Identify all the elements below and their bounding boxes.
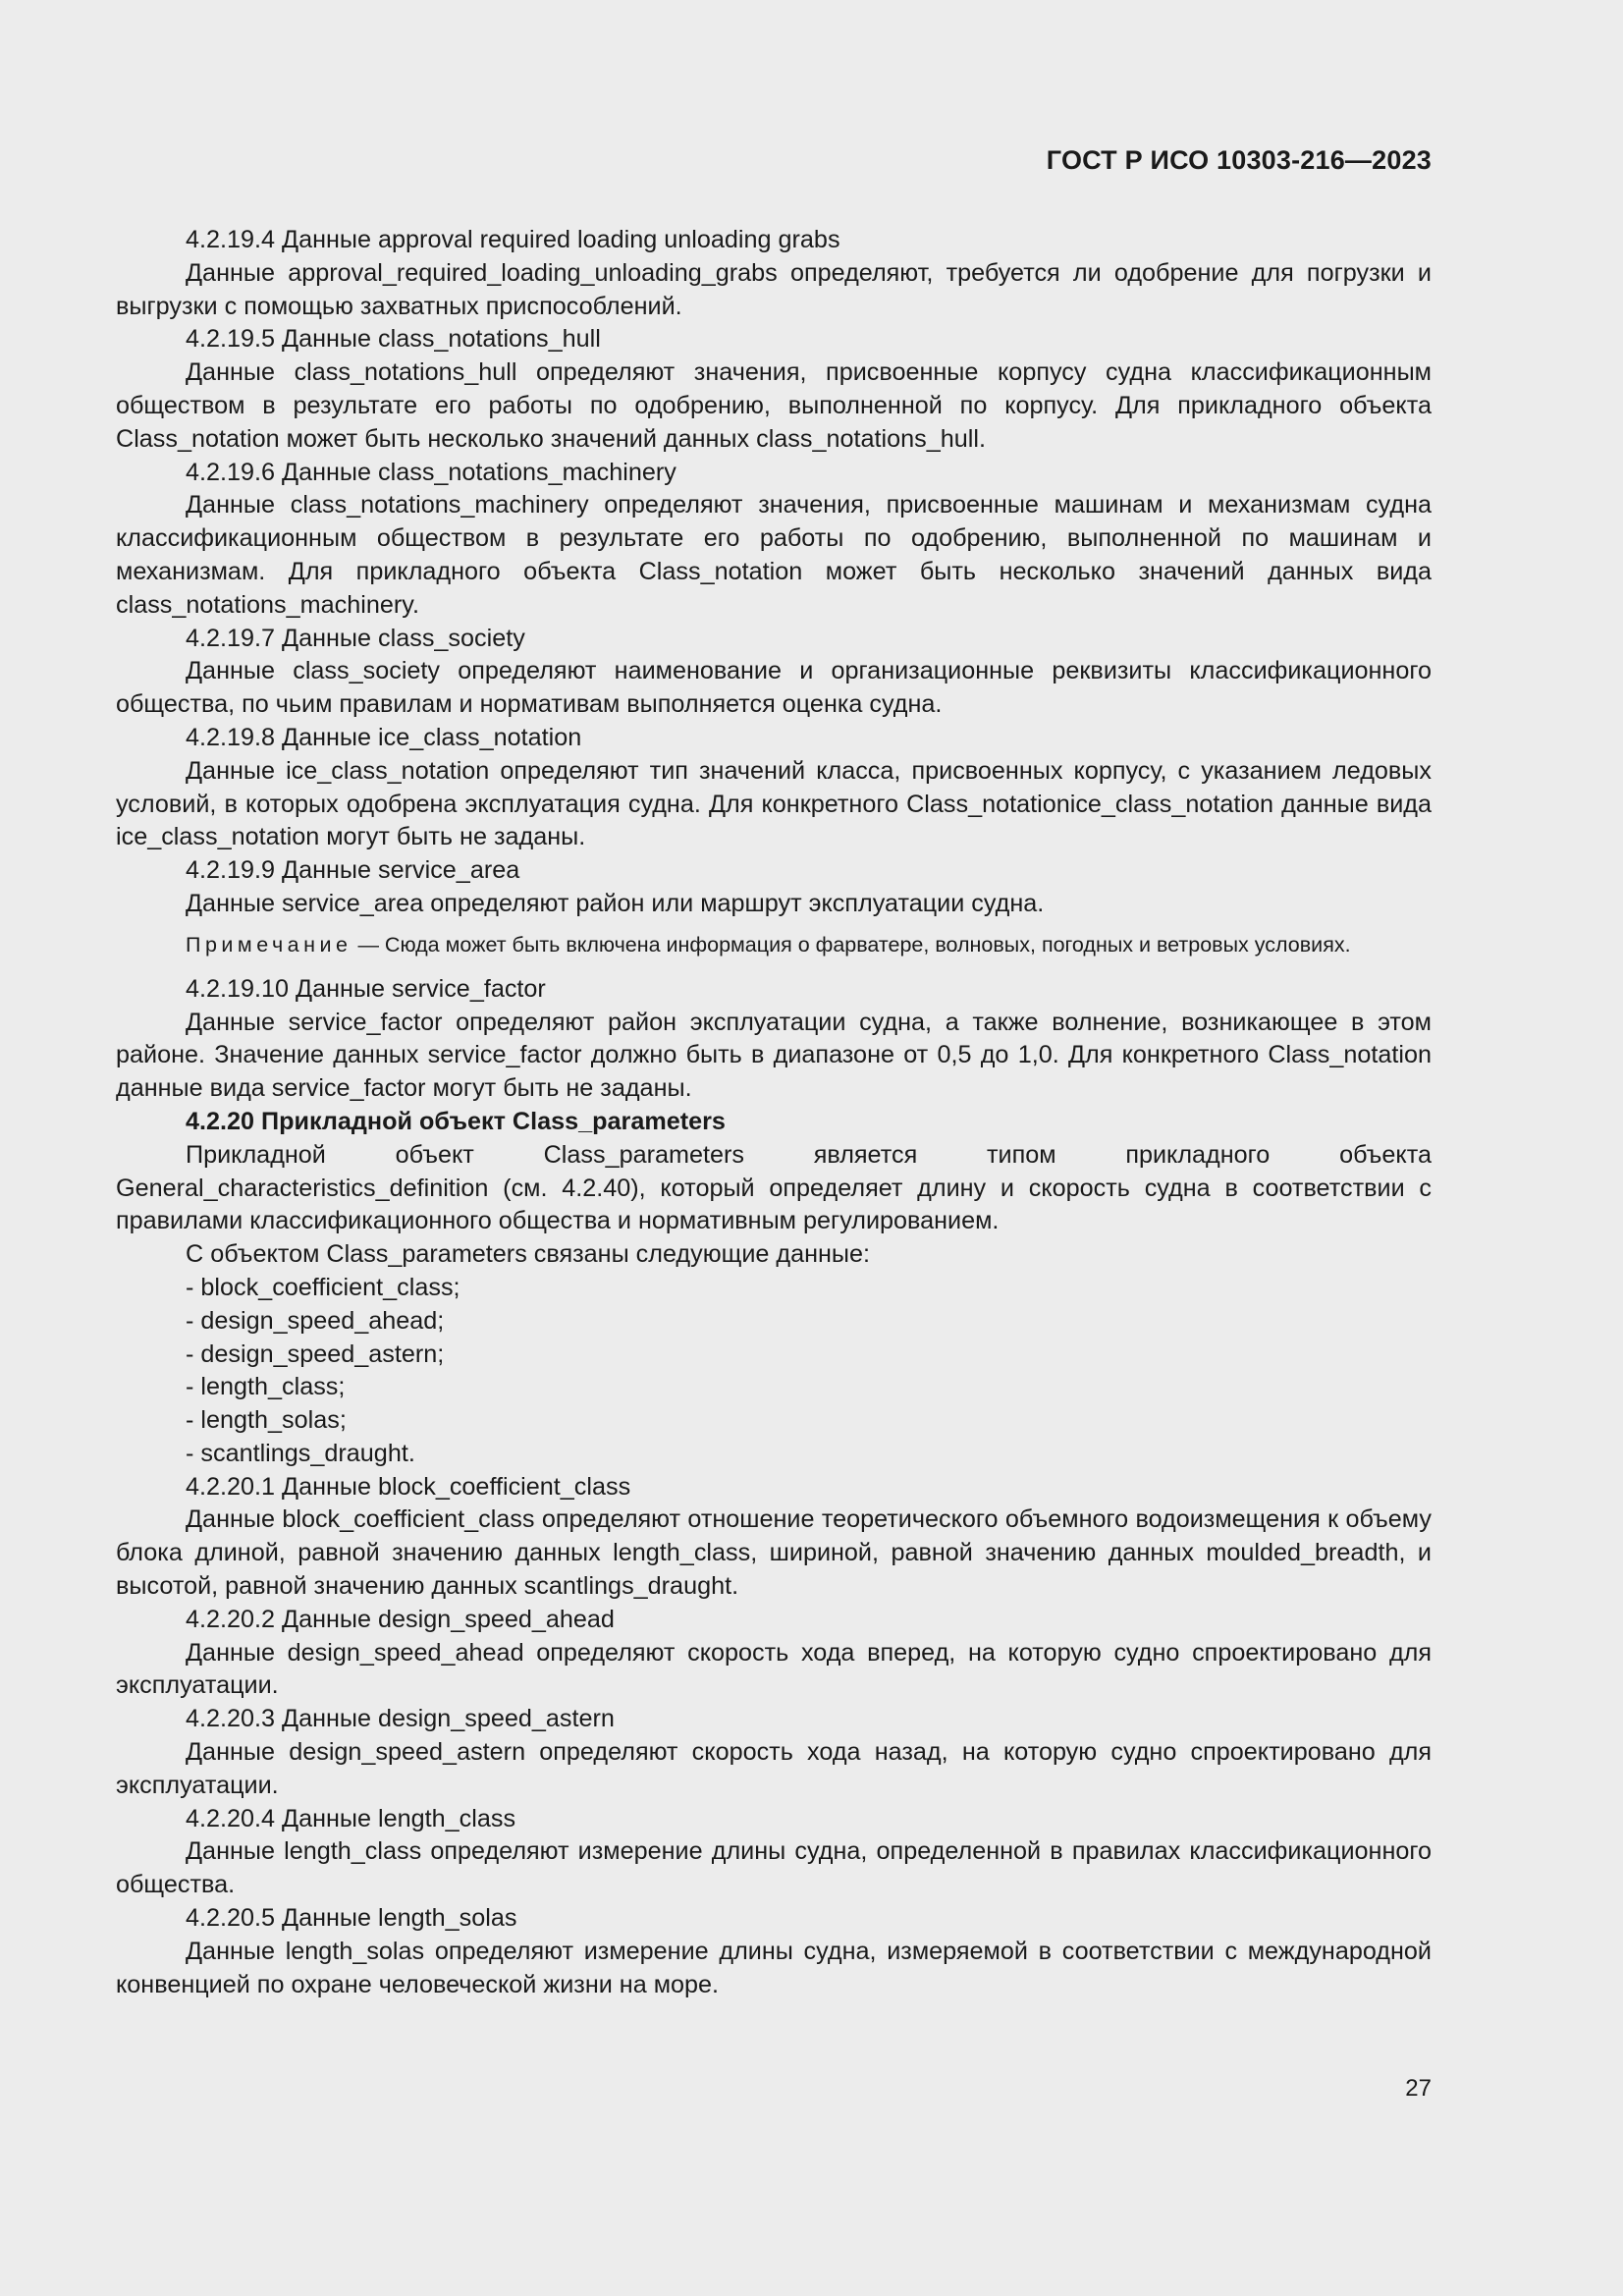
- section-heading-4-2-20-2: 4.2.20.2 Данные design_speed_ahead: [186, 1605, 615, 1633]
- paragraph: Данные class_notations_machinery определяют значения, присвоенные машинам и механизмам судна классификационным обществом в результате его работы по одобрению, выполненной по машинам и механизмам. Для прикладного объекта Class_notation может быть несколько значений данных вида class_notations_machinery.: [116, 491, 1432, 619]
- document-body: [116, 224, 1432, 2001]
- paragraph: Данные class_notations_hull определяют значения, присвоенные корпусу судна классификационным обществом в результате его работы по одобрению, выполненной по корпусу. Для прикладного объекта Class_notation может быть несколько значений данных class_notations_hull.: [116, 358, 1432, 453]
- note-label: Примечание: [186, 932, 352, 957]
- document-page: [116, 0, 1432, 2296]
- section-heading-4-2-19-8: 4.2.19.8 Данные ice_class_notation: [186, 723, 582, 751]
- section-heading-4-2-20-1: 4.2.20.1 Данные block_coefficient_class: [186, 1472, 631, 1501]
- paragraph: Данные block_coefficient_class определяют отношение теоретического объемного водоизмещения к объему блока длиной, равной значению данных length_class, шириной, равной значению данных moulded_breadth, и высотой, равной значению данных scantlings_draught.: [116, 1505, 1432, 1601]
- paragraph: С объектом Class_parameters связаны следующие данные:: [186, 1240, 871, 1269]
- document-header: ГОСТ Р ИСО 10303-216—2023: [1046, 145, 1432, 175]
- note: [116, 931, 1432, 959]
- section-heading-4-2-19-10: 4.2.19.10 Данные service_factor: [186, 974, 546, 1003]
- section-heading-4-2-19-4: 4.2.19.4 Данные approval required loading unloading grabs: [186, 226, 840, 253]
- list-item: - design_speed_ahead;: [186, 1306, 445, 1335]
- paragraph: Данные service_factor определяют район эксплуатации судна, а также волнение, возникающее в этом районе. Значение данных service_factor должно быть в диапазоне от 0,5 до 1,0. Для конкретного Class_notation данные вида service_factor могут быть не заданы.: [116, 1008, 1432, 1103]
- paragraph: Данные design_speed_ahead определяют скорость хода вперед, на которую судно спроектировано для эксплуатации.: [116, 1638, 1432, 1700]
- section-heading-4-2-20-5: 4.2.20.5 Данные length_solas: [186, 1904, 517, 1933]
- section-heading-4-2-19-6: 4.2.19.6 Данные class_notations_machinery: [186, 458, 676, 486]
- paragraph: Прикладной объект Class_parameters является типом прикладного объекта General_characteristics_definition (см. 4.2.40), который определяет длину и скорость судна в соответствии с правилами классификационного общества и нормативным регулированием.: [116, 1140, 1432, 1235]
- paragraph: Данные ice_class_notation определяют тип значений класса, присвоенных корпусу, с указанием ледовых условий, в которых одобрена эксплуатация судна. Для конкретного Class_notationice_class_notation данные вида ice_class_notation могут быть не заданы.: [116, 756, 1432, 851]
- list-item: - length_solas;: [186, 1406, 347, 1435]
- section-heading-4-2-20-4: 4.2.20.4 Данные length_class: [186, 1804, 516, 1832]
- paragraph: Данные length_class определяют измерение длины судна, определенной в правилах классификационного общества.: [116, 1837, 1432, 1899]
- list-item: - scantlings_draught.: [186, 1439, 415, 1467]
- list-item: - design_speed_astern;: [186, 1339, 445, 1368]
- section-heading-4-2-20: 4.2.20 Прикладной объект Class_parameters: [186, 1107, 726, 1135]
- section-heading-4-2-19-7: 4.2.19.7 Данные class_society: [186, 624, 525, 652]
- paragraph: Данные design_speed_astern определяют скорость хода назад, на которую судно спроектировано для эксплуатации.: [116, 1738, 1432, 1799]
- paragraph: Данные length_solas определяют измерение длины судна, измеряемой в соответствии с международной конвенцией по охране человеческой жизни на море.: [116, 1937, 1432, 1998]
- section-heading-4-2-20-3: 4.2.20.3 Данные design_speed_astern: [186, 1705, 615, 1733]
- paragraph: Данные service_area определяют район или маршрут эксплуатации судна.: [186, 889, 1045, 917]
- paragraph: Данные class_society определяют наименование и организационные реквизиты классификационного общества, по чьим правилам и нормативам выполняется оценка судна.: [116, 657, 1432, 719]
- list-item: - block_coefficient_class;: [186, 1273, 460, 1301]
- list-item: - length_class;: [186, 1373, 346, 1401]
- paragraph: Данные approval_required_loading_unloading_grabs определяют, требуется ли одобрение для погрузки и выгрузки с помощью захватных приспособлений.: [116, 258, 1432, 320]
- page-number: 27: [1405, 2075, 1432, 2102]
- section-heading-4-2-19-9: 4.2.19.9 Данные service_area: [186, 856, 520, 885]
- note-text: — Сюда может быть включена информация о фарватере, волновых, погодных и ветровых условиях.: [357, 932, 1351, 957]
- section-heading-4-2-19-5: 4.2.19.5 Данные class_notations_hull: [186, 325, 601, 354]
